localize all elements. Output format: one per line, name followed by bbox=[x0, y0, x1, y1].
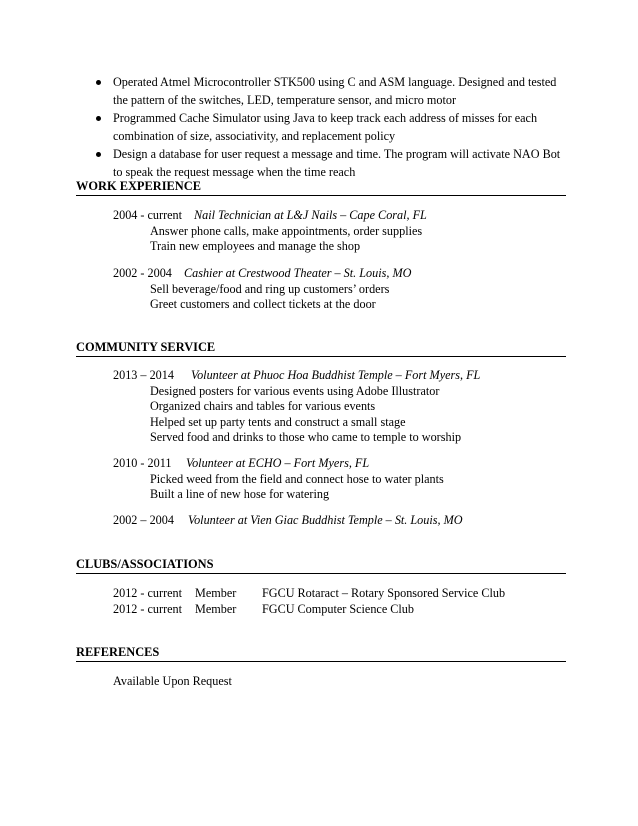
entry-detail: Sell beverage/food and ring up customers’ orders bbox=[150, 281, 390, 296]
entry-role: Cashier at Crestwood Theater – St. Louis, MO bbox=[184, 266, 412, 280]
clubs-list bbox=[113, 585, 505, 617]
entry-role: Volunteer at ECHO – Fort Myers, FL bbox=[186, 456, 370, 470]
bullet-item: Operated Atmel Microcontroller STK500 using C and ASM language. Designed and tested the pattern of the switches, LED, temperature sensor, and micro motor bbox=[113, 75, 557, 107]
club-date: 2012 - current bbox=[113, 602, 183, 616]
work-entry bbox=[113, 266, 411, 313]
community-service-heading: COMMUNITY SERVICE bbox=[76, 339, 566, 357]
entry-role: Volunteer at Vien Giac Buddhist Temple – St. Louis, MO bbox=[188, 513, 463, 527]
entry-detail: Served food and drinks to those who came to temple to worship bbox=[150, 430, 462, 444]
entry-date: 2004 - current bbox=[113, 208, 183, 222]
club-organization: FGCU Rotaract – Rotary Sponsored Service Club bbox=[262, 586, 506, 600]
club-row bbox=[113, 601, 505, 617]
references-text: Available Upon Request bbox=[113, 674, 232, 688]
work-entry bbox=[113, 208, 427, 255]
entry-detail: Helped set up party tents and construct a small stage bbox=[150, 414, 406, 429]
club-organization: FGCU Computer Science Club bbox=[262, 602, 414, 616]
entry-date: 2002 – 2004 bbox=[113, 513, 174, 527]
club-date: 2012 - current bbox=[113, 586, 183, 600]
entry-date: 2013 – 2014 bbox=[113, 368, 174, 382]
bullet-item: Design a database for user request a message and time. The program will activate NAO Bot to speak the request message when the time reach bbox=[113, 147, 561, 179]
entry-detail: Answer phone calls, make appointments, order supplies bbox=[150, 223, 423, 238]
entry-detail: Built a line of new hose for watering bbox=[150, 487, 330, 501]
club-role: Member bbox=[195, 586, 237, 600]
entry-date: 2010 - 2011 bbox=[113, 456, 172, 470]
community-entry bbox=[113, 513, 463, 529]
club-role: Member bbox=[195, 602, 237, 616]
entry-detail: Greet customers and collect tickets at the door bbox=[150, 297, 376, 311]
club-row bbox=[113, 585, 505, 601]
bullet-item: Programmed Cache Simulator using Java to keep track each address of misses for each combination of size, associativity, and replacement policy bbox=[113, 111, 538, 143]
clubs-associations-heading: CLUBS/ASSOCIATIONS bbox=[76, 556, 566, 574]
community-entry bbox=[113, 456, 444, 503]
references-heading: REFERENCES bbox=[76, 644, 566, 662]
project-bullet-list bbox=[95, 73, 565, 181]
entry-detail: Train new employees and manage the shop bbox=[150, 239, 361, 253]
entry-detail: Designed posters for various events using Adobe Illustrator bbox=[150, 383, 440, 398]
entry-role: Nail Technician at L&J Nails – Cape Coral, FL bbox=[194, 208, 427, 222]
entry-detail: Organized chairs and tables for various events bbox=[150, 399, 376, 413]
entry-role: Volunteer at Phuoc Hoa Buddhist Temple – Fort Myers, FL bbox=[191, 368, 481, 382]
community-entry bbox=[113, 368, 480, 446]
entry-date: 2002 - 2004 bbox=[113, 266, 172, 280]
work-experience-heading: WORK EXPERIENCE bbox=[76, 178, 566, 196]
entry-detail: Picked weed from the field and connect hose to water plants bbox=[150, 471, 444, 486]
